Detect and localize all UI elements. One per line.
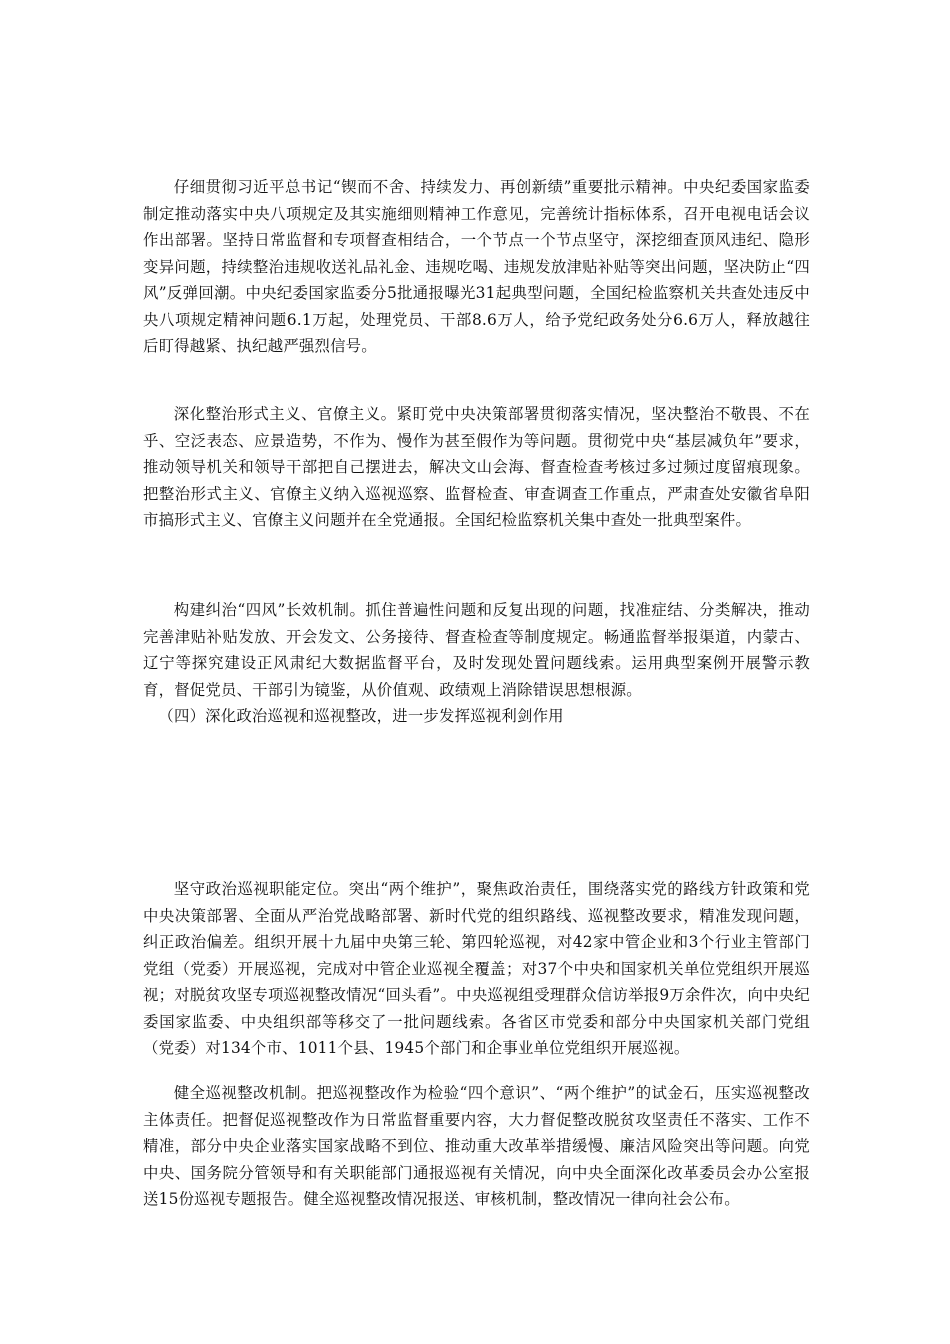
paragraph-2: 深化整治形式主义、官僚主义。紧盯党中央决策部署贯彻落实情况，坚决整治不敬畏、不在乎、空泛表态、应景造势，不作为、慢作为甚至假作为等问题。贯彻党中央“基层减负年”要求，推动领导机关和领导干部把自己摆进去，解决文山会海、督查检查考核过多过频过度留痕现象。把整治形式主义、官僚主义纳入巡视巡察、监督检查、审查调查工作重点，严肃查处安徽省阜阳市搞形式主义、官僚主义问题并在全党通报。全国纪检监察机关集中查处一批典型案件。 [143,405,810,529]
paragraph-3: 构建纠治“四风”长效机制。抓住普遍性问题和反复出现的问题，找准症结、分类解决，推动完善津贴补贴发放、开会发文、公务接待、督查检查等制度规定。畅通监督举报渠道，内蒙古、辽宁等探究建设正风肃纪大数据监督平台，及时发现处置问题线索。运用典型案例开展警示教育，督促党员、干部引为镜鉴，从价值观、政绩观上消除错误思想根源。 [143,601,810,699]
section-heading: （四）深化政治巡视和巡视整改，进一步发挥巡视利剑作用 [158,707,564,725]
paragraph-4: 坚守政治巡视职能定位。突出“两个维护”，聚焦政治责任，围绕落实党的路线方针政策和党中央决策部署、全面从严治党战略部署、新时代党的组织路线、巡视整改要求，精准发现问题，纠正政治偏差。组织开展十九届中央第三轮、第四轮巡视，对42家中管企业和3个行业主管部门党组（党委）开展巡视，完成对中管企业巡视全覆盖；对37个中央和国家机关单位党组织开展巡视；对脱贫攻坚专项巡视整改情况“回头看”。中央巡视组受理群众信访举报9万余件次，向中央纪委国家监委、中央组织部等移交了一批问题线索。各省区市党委和部分中央国家机关部门党组（党委）对134个市、1011个县、1945个部门和企事业单位党组织开展巡视。 [143,880,810,1057]
paragraph-5: 健全巡视整改机制。把巡视整改作为检验“四个意识”、“两个维护”的试金石，压实巡视整改主体责任。把督促巡视整改作为日常监督重要内容，大力督促整改脱贫攻坚责任不落实、工作不精准，部分中央企业落实国家战略不到位、推动重大改革举措缓慢、廉洁风险突出等问题。向党中央、国务院分管领导和有关职能部门通报巡视有关情况，向中央全面深化改革委员会办公室报送15份巡视专题报告。健全巡视整改情况报送、审核机制，整改情况一律向社会公布。 [143,1084,810,1208]
paragraph-1: 仔细贯彻习近平总书记“锲而不舍、持续发力、再创新绩”重要批示精神。中央纪委国家监委制定推动落实中央八项规定及其实施细则精神工作意见，完善统计指标体系，召开电视电话会议作出部署。坚持日常监督和专项督查相结合，一个节点一个节点坚守，深挖细查顶风违纪、隐形变异问题，持续整治违规收送礼品礼金、违规吃喝、违规发放津贴补贴等突出问题，坚决防止“四风”反弹回潮。中央纪委国家监委分5批通报曝光31起典型问题，全国纪检监察机关共查处违反中央八项规定精神问题6.1万起，处理党员、干部8.6万人，给予党纪政务处分6.6万人，释放越往后盯得越紧、执纪越严强烈信号。 [143,178,810,355]
